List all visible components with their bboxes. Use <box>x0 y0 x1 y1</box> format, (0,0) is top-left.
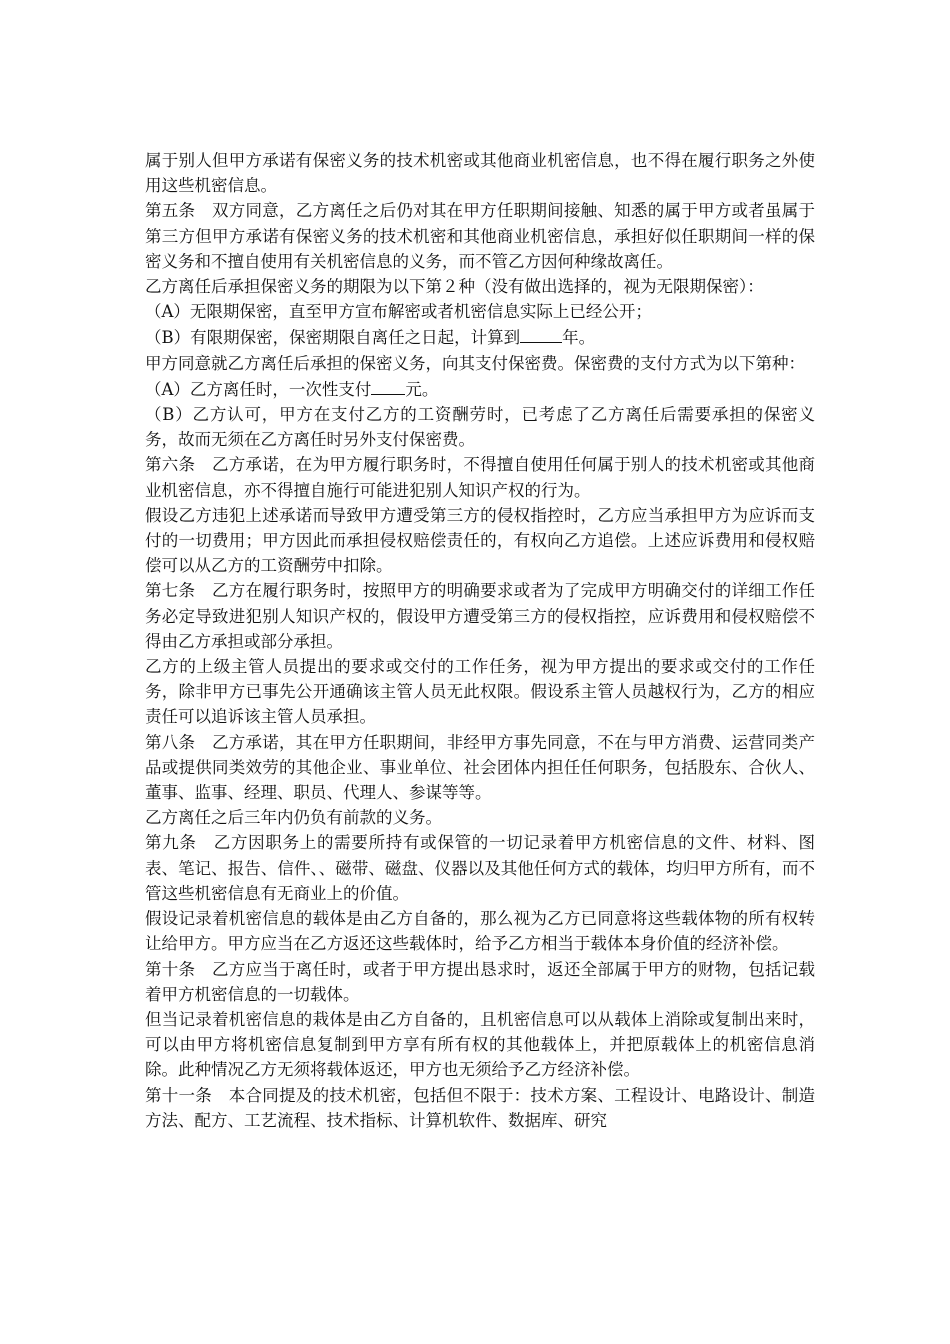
option-a-paragraph: （A）无限期保密，直至甲方宣布解密或者机密信息实际上已经公开； <box>145 302 652 322</box>
article-6-paragraph: 第六条 乙方承诺，在为甲方履行职务时，不得擅自使用任何属于别人的技术机密或其他商业机密信息，亦不得擅自施行可能进犯别人知识产权的行为。 <box>145 455 815 500</box>
article-9-paragraph: 第九条 乙方因职务上的需要所持有或保管的一切记录着甲方机密信息的文件、材料、图表、笔记、报告、信件、、磁带、磁盘、仪器以及其他任何方式的载体，均归甲方所有，而不管这些机密信息有无商业上的价值。 <box>145 833 815 903</box>
paragraph: 假设乙方违犯上述承诺而导致甲方遭受第三方的侵权指控时，乙方应当承担甲方为应诉而支付的一切费用；甲方因此而承担侵权赔偿责任的，有权向乙方追偿。上述应诉费用和侵权赔偿可以从乙方的工资酬劳中扣除。 <box>145 505 815 576</box>
option-b-paragraph: （B）乙方认可，甲方在支付乙方的工资酬劳时，已考虑了乙方离任后需要承担的保密义务，故而无须在乙方离任时另外支付保密费。 <box>145 405 815 450</box>
paragraph: 但当记录着机密信息的栽体是由乙方自备的，且机密信息可以从载体上消除或复制出来时，可以由甲方将机密信息复制到甲方享有所有权的其他载体上，并把原载体上的机密信息消除。此种情况乙方无须将载体返还，甲方也无须给予乙方经济补偿。 <box>145 1009 815 1080</box>
paragraph: 乙方的上级主管人员提出的要求或交付的工作任务，视为甲方提出的要求或交付的工作任务，除非甲方已事先公开通确该主管人员无此权限。假设系主管人员越权行为，乙方的相应责任可以追诉该主管人员承担。 <box>145 657 815 727</box>
option-b-paragraph <box>145 324 815 350</box>
document-body <box>145 148 815 1133</box>
paragraph-text: 元。 <box>405 379 439 399</box>
article-10-paragraph: 第十条 乙方应当于离任时，或者于甲方提出恳求时，返还全部属于甲方的财物，包括记载着甲方机密信息的一切载体。 <box>145 959 815 1004</box>
fill-in-blank <box>520 324 562 343</box>
paragraph: 乙方离任后承担保密义务的期限为以下第２种（没有做出选择的，视为无限期保密）： <box>145 277 764 297</box>
article-5-paragraph: 第五条 双方同意，乙方离任之后仍对其在甲方任职期间接触、知悉的属于甲方或者虽属于第三方但甲方承诺有保密义务的技术机密和其他商业机密信息，承担好似任职期间一样的保密义务和不擅自使用有关机密信息的义务，而不管乙方因何种缘故离任。 <box>145 201 815 271</box>
paragraph-text: （B）有限期保密，保密期限自离任之日起，计算到 <box>145 328 521 348</box>
article-11-paragraph: 第十一条 本合同提及的技术机密，包括但不限于：技术方案、工程设计、电路设计、制造方法、配方、工艺流程、技术指标、计算机软件、数据库、研究 <box>145 1085 815 1130</box>
paragraph: 假设记录着机密信息的载体是由乙方自备的，那么视为乙方已同意将这些载体物的所有权转让给甲方。甲方应当在乙方返还这些载体时，给予乙方相当于载体本身价值的经济补偿。 <box>145 909 815 954</box>
paragraph: 甲方同意就乙方离任后承担的保密义务，向其支付保密费。保密费的支付方式为以下第种： <box>145 353 805 373</box>
article-7-paragraph: 第七条 乙方在履行职务时，按照甲方的明确要求或者为了完成甲方明确交付的详细工作任务必定导致进犯别人知识产权的，假设甲方遭受第三方的侵权指控，应诉费用和侵权赔偿不得由乙方承担或部分承担。 <box>145 581 815 651</box>
option-a-paragraph <box>145 376 815 402</box>
paragraph-text: 年。 <box>562 328 596 348</box>
paragraph: 属于别人但甲方承诺有保密义务的技术机密或其他商业机密信息，也不得在履行职务之外使用这些机密信息。 <box>145 151 815 196</box>
fill-in-blank <box>371 376 405 395</box>
paragraph: 乙方离任之后三年内仍负有前款的义务。 <box>145 808 442 828</box>
article-8-paragraph: 第八条 乙方承诺，其在甲方任职期间，非经甲方事先同意，不在与甲方消费、运营同类产品或提供同类效劳的其他企业、事业单位、社会团体内担任任何职务，包括股东、合伙人、董事、监事、经理、职员、代理人、参谋等等。 <box>145 732 815 803</box>
paragraph-text: （A）乙方离任时，一次性支付 <box>145 379 372 399</box>
